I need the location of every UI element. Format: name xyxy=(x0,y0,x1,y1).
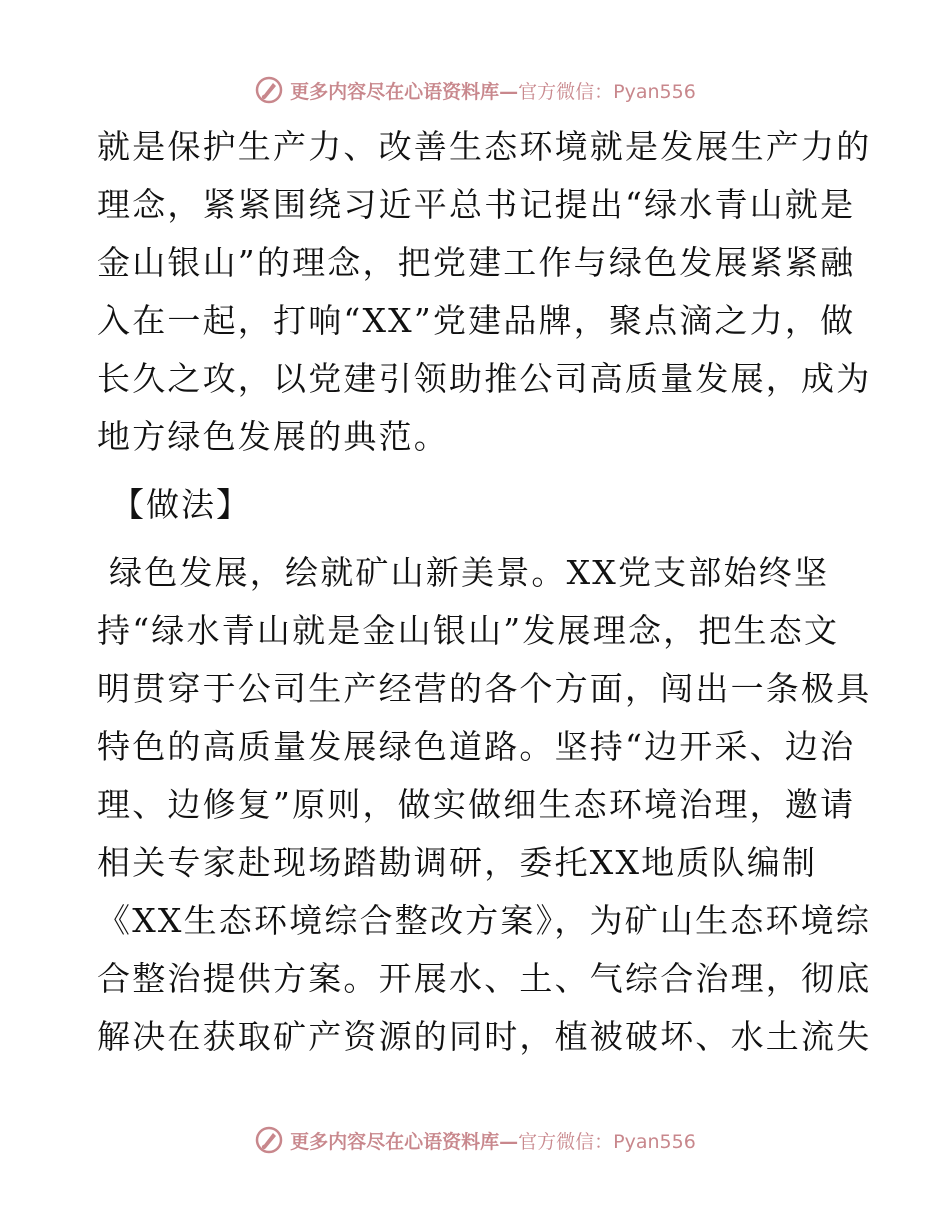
section-heading: 【做法】 xyxy=(111,485,251,524)
watermark-text: 更多内容尽在心语资料库—官方微信：Pyan556 xyxy=(290,1130,696,1153)
paragraph-line: 理念，紧紧围绕习近平总书记提出“绿水青山就是 xyxy=(97,185,856,224)
document-body xyxy=(97,118,872,1066)
header-watermark xyxy=(0,70,950,110)
pen-nib-logo-icon xyxy=(254,75,284,105)
paragraph-line: 特色的高质量发展绿色道路。坚持“边开采、边治 xyxy=(97,727,856,766)
footer-watermark xyxy=(0,1120,950,1160)
paragraph-line: 理、边修复”原则，做实做细生态环境治理，邀请 xyxy=(97,785,856,824)
paragraph-line: 入在一起，打响“XX”党建品牌，聚点滴之力，做 xyxy=(97,301,856,340)
paragraph-line: 相关专家赴现场踏勘调研，委托XX地质队编制 xyxy=(97,843,818,882)
pen-nib-logo-icon xyxy=(254,1125,284,1155)
paragraph-line: 明贯穿于公司生产经营的各个方面，闯出一条极具 xyxy=(97,669,872,708)
paragraph-line: 金山银山”的理念，把党建工作与绿色发展紧紧融 xyxy=(97,243,856,282)
paragraph-line: 长久之攻，以党建引领助推公司高质量发展，成为 xyxy=(97,359,872,398)
paragraph-line: 解决在获取矿产资源的同时，植被破坏、水土流失 xyxy=(97,1017,872,1056)
watermark-text: 更多内容尽在心语资料库—官方微信：Pyan556 xyxy=(290,80,696,103)
paragraph-line: 地方绿色发展的典范。 xyxy=(97,417,449,456)
paragraph-line: 就是保护生产力、改善生态环境就是发展生产力的 xyxy=(97,127,872,166)
paragraph-line: 持“绿水青山就是金山银山”发展理念，把生态文 xyxy=(97,611,840,650)
paragraph-line: 合整治提供方案。开展水、土、气综合治理，彻底 xyxy=(97,959,872,998)
paragraph-line: 绿色发展，绘就矿山新美景。XX党支部始终坚 xyxy=(109,553,830,592)
paragraph-line: 《XX生态环境综合整改方案》，为矿山生态环境综 xyxy=(97,901,872,940)
